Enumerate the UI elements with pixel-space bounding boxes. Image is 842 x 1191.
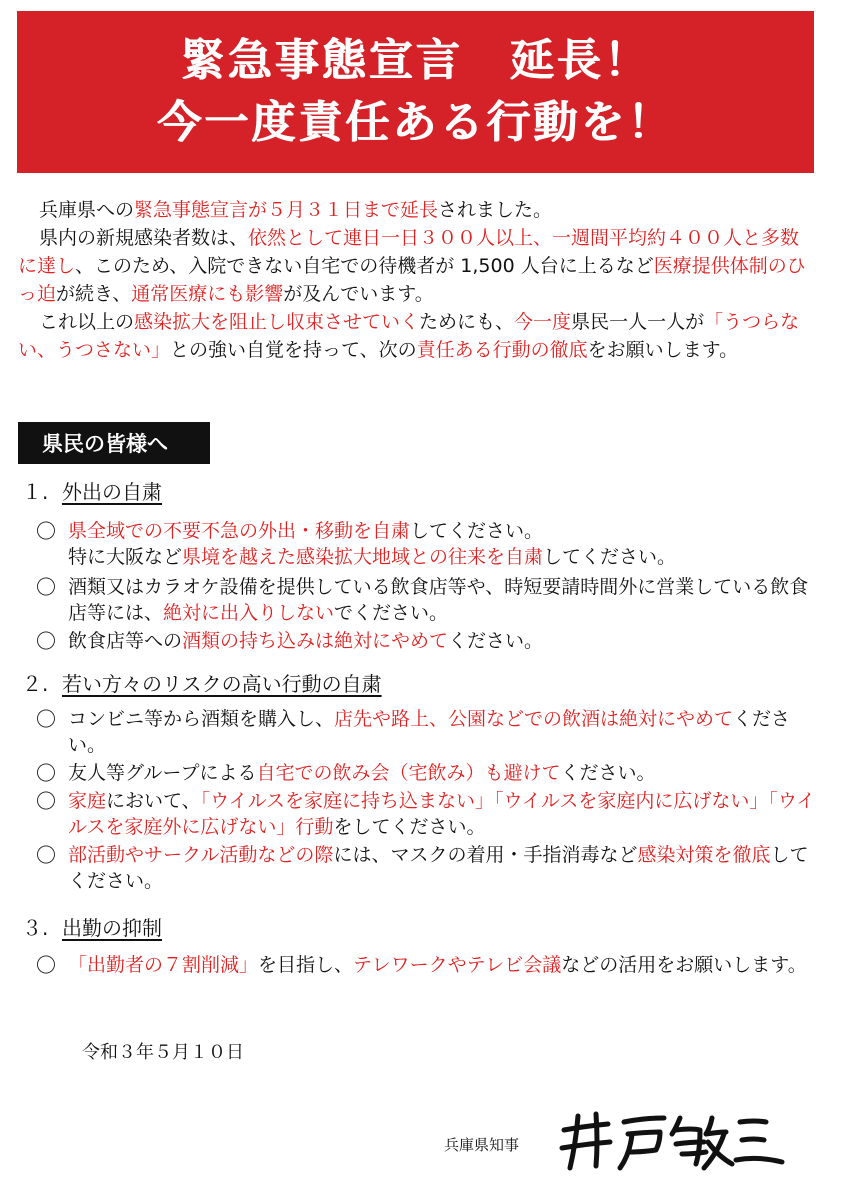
body-text: を目指し、: [258, 954, 354, 976]
body-text: ください。: [560, 762, 656, 784]
emphasis-text: 今一度: [514, 311, 572, 333]
emphasis-text: 自宅での飲み会（宅飲み）も避けて: [256, 762, 561, 784]
list-item: [36, 706, 816, 758]
list-item-text: [68, 628, 816, 654]
body-text: ください。: [68, 708, 791, 756]
emphasis-text: 店先や路上、公園などでの飲酒は絶対にやめて: [334, 708, 734, 730]
emphasis-text: 「うつらない、うつさない」: [18, 311, 800, 361]
body-text: でください。: [334, 602, 449, 624]
circle-bullet-icon: 〇: [36, 953, 56, 977]
body-text: において、: [106, 790, 201, 812]
issue-date: 令和３年５月１０日: [82, 1042, 244, 1063]
emphasis-text: 感染拡大を阻止し収束させていく: [134, 311, 420, 333]
body-text: されました。: [438, 199, 553, 221]
list-item-text: [68, 952, 816, 978]
section-2-title: 若い方々のリスクの高い行動の自粛: [62, 672, 382, 696]
body-text: をお願いします。: [587, 339, 739, 361]
body-text: が続き、: [56, 283, 132, 305]
circle-bullet-icon: 〇: [36, 843, 56, 867]
body-text: などの活用をお願いします。: [561, 954, 807, 976]
emphasis-text: 部活動やサークル活動などの際: [68, 844, 334, 866]
body-text: ためにも、: [419, 311, 515, 333]
list-item-text: [68, 788, 816, 840]
section-2-number: ２.: [22, 672, 49, 696]
section-1-number: １.: [22, 480, 49, 504]
list-item-text: [68, 760, 816, 786]
body-text: 兵庫県への: [39, 199, 135, 221]
body-text: してください。: [543, 546, 677, 568]
emphasis-text: テレワークやテレビ会議: [353, 954, 562, 976]
body-text: 県民一人一人が: [571, 311, 705, 333]
intro-paragraph-2: [18, 224, 818, 308]
circle-bullet-icon: 〇: [36, 761, 56, 785]
emphasis-text: 責任ある行動の徹底: [416, 339, 588, 361]
list-item: [36, 760, 816, 786]
emphasis-text: 医療提供体制のひっ迫: [18, 255, 806, 305]
body-text: してください。: [68, 844, 809, 892]
headline-line-2: 今一度責任ある行動を！: [157, 97, 674, 148]
list-item-text: [68, 706, 816, 758]
list-item: [36, 574, 816, 626]
body-text: これ以上の: [39, 311, 135, 333]
body-text: コンビニ等から酒類を購入し、: [68, 708, 335, 730]
section-2-heading: [22, 670, 382, 698]
circle-bullet-icon: 〇: [36, 519, 56, 543]
list-item: [36, 518, 816, 570]
headline-line-1: 緊急事態宣言 延長！: [180, 35, 651, 86]
body-text: 特に大阪など: [68, 546, 183, 568]
body-text: をしてください。: [333, 816, 486, 838]
list-item: [36, 952, 816, 978]
section-3-number: ３.: [22, 916, 49, 940]
emphasis-text: 通常医療にも影響: [131, 283, 284, 305]
emphasis-text: 家庭: [68, 790, 107, 812]
body-text: には、マスクの着用・手指消毒など: [333, 844, 638, 866]
circle-bullet-icon: 〇: [36, 629, 56, 653]
body-text: との強い自覚を持って、次の: [170, 339, 417, 361]
intro-text: [18, 196, 818, 364]
intro-paragraph-1: [18, 196, 818, 224]
section-1-heading: [22, 478, 162, 506]
section-1-title: 外出の自粛: [62, 480, 162, 504]
list-item-text: [68, 518, 816, 570]
list-item-text: [68, 842, 816, 894]
signatory-title: 兵庫県知事: [444, 1136, 520, 1154]
emphasis-text: 「ウイルスを家庭に持ち込まない」「ウイルスを家庭内に広げない」「ウイルスを家庭外に広げない」行動: [68, 790, 816, 838]
list-item: [36, 628, 816, 654]
emphasis-text: 県全域での不要不急の外出・移動を自粛: [68, 520, 411, 542]
emphasis-text: 酒類の持ち込みは絶対にやめて: [182, 630, 449, 652]
section-label: 県民の皆様へ: [18, 422, 210, 464]
headline-banner: [17, 11, 814, 173]
body-text: 友人等グループによる: [68, 762, 257, 784]
body-text: してください。: [410, 520, 544, 542]
emphasis-text: 感染対策を徹底: [637, 844, 771, 866]
list-item: [36, 842, 816, 894]
body-text: 酒類又はカラオケ設備を提供している飲食店等や、時短要請時間外に営業している飲食店等には、: [68, 576, 809, 624]
body-text: 、このため、入院できない自宅での待機者が 1,500 人台に上るなど: [75, 255, 654, 277]
emphasis-text: 「出勤者の７割削減」: [68, 954, 259, 976]
body-text: 飲食店等への: [68, 630, 183, 652]
emphasis-text: 県境を越えた感染拡大地域との往来を自粛: [182, 546, 544, 568]
body-text: ください。: [448, 630, 544, 652]
handwritten-signature: [556, 1108, 786, 1172]
body-text: が及んでいます。: [283, 283, 434, 305]
body-text: 県内の新規感染者数は、: [39, 227, 249, 249]
emphasis-text: 緊急事態宣言が５月３１日まで延長: [134, 199, 439, 221]
circle-bullet-icon: 〇: [36, 707, 56, 731]
circle-bullet-icon: 〇: [36, 575, 56, 599]
section-3-heading: [22, 914, 162, 942]
intro-paragraph-3: [18, 308, 818, 364]
emphasis-text: 依然として連日一日３００人以上、一週間平均約４００人と多数に達し: [18, 227, 800, 277]
emphasis-text: 絶対に出入りしない: [163, 602, 335, 624]
circle-bullet-icon: 〇: [36, 789, 56, 813]
section-3-title: 出勤の抑制: [62, 916, 162, 940]
list-item: [36, 788, 816, 840]
list-item-text: [68, 574, 816, 626]
